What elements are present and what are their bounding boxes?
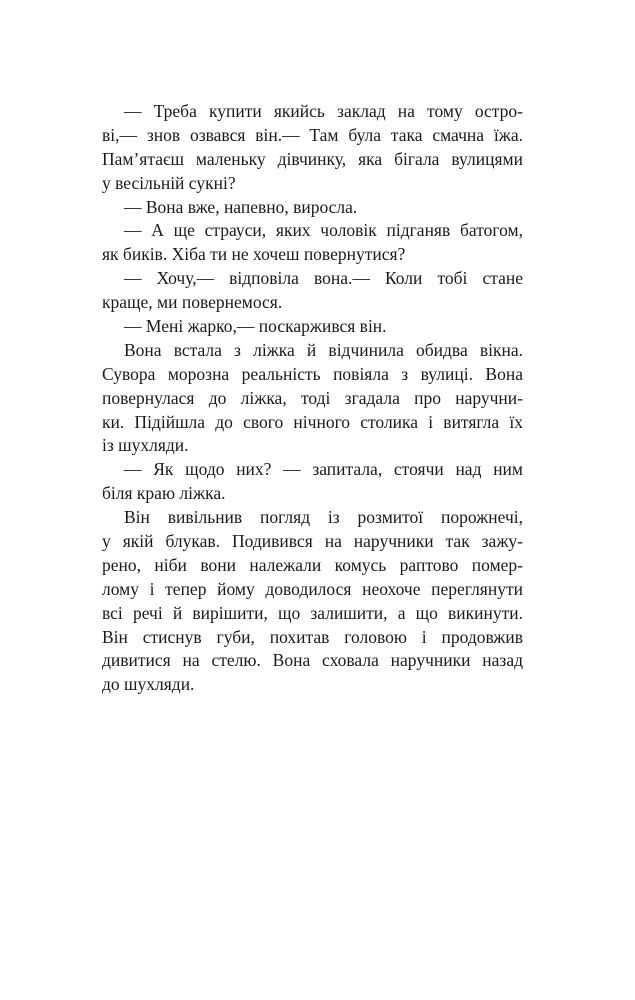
text-line: біля краю ліжка. [102, 483, 226, 504]
text-line: повернулася до ліжка, тоді згадала про наручни- [102, 387, 523, 408]
text-line: — Як щодо них? — запитала, стоячи над ним [124, 459, 523, 480]
text-line: Сувора морозна реальність повіяла з вулиці. Вона [102, 363, 523, 384]
body-text [102, 100, 523, 697]
text-line: у якій блукав. Подивився на наручники так зажу- [102, 531, 523, 552]
text-line: — А ще страуси, яких чоловік підганяв батогом, [124, 220, 523, 241]
text-line: у весільній сукні? [102, 172, 236, 193]
text-line: — Вона вже, напевно, виросла. [124, 196, 358, 217]
text-line: лому і тепер йому доводилося неохоче переглянути [102, 578, 523, 599]
text-line: краще, ми повернемося. [102, 292, 283, 313]
text-line: всі речі й вирішити, що залишити, а що викинути. [102, 602, 523, 623]
text-line: — Хочу,— відповіла вона.— Коли тобі стане [124, 268, 523, 289]
text-line: ки. Підійшла до свого нічного столика і витягла їх [102, 411, 523, 432]
text-line: Вона встала з ліжка й відчинила обидва вікна. [124, 339, 523, 360]
text-line: рено, ніби вони належали комусь раптово помер- [102, 554, 523, 575]
text-line: Він стиснув губи, похитав головою і продовжив [102, 626, 523, 647]
text-line: ві,— знов озвався він.— Там була така смачна їжа. [102, 124, 523, 145]
text-line: дивитися на стелю. Вона сховала наручники назад [102, 650, 523, 671]
text-line: як биків. Хіба ти не хочеш повернутися? [102, 244, 406, 265]
text-line: із шухляди. [102, 435, 189, 456]
text-line: Він вивільнив погляд із розмитої порожнечі, [124, 507, 523, 528]
text-line: Пам’ятаєш маленьку дівчинку, яка бігала вулицями [102, 148, 523, 169]
text-line: — Треба купити якийсь заклад на тому остро- [124, 101, 523, 121]
text-line: до шухляди. [102, 674, 195, 695]
text-line: — Мені жарко,— поскаржився він. [124, 316, 387, 337]
